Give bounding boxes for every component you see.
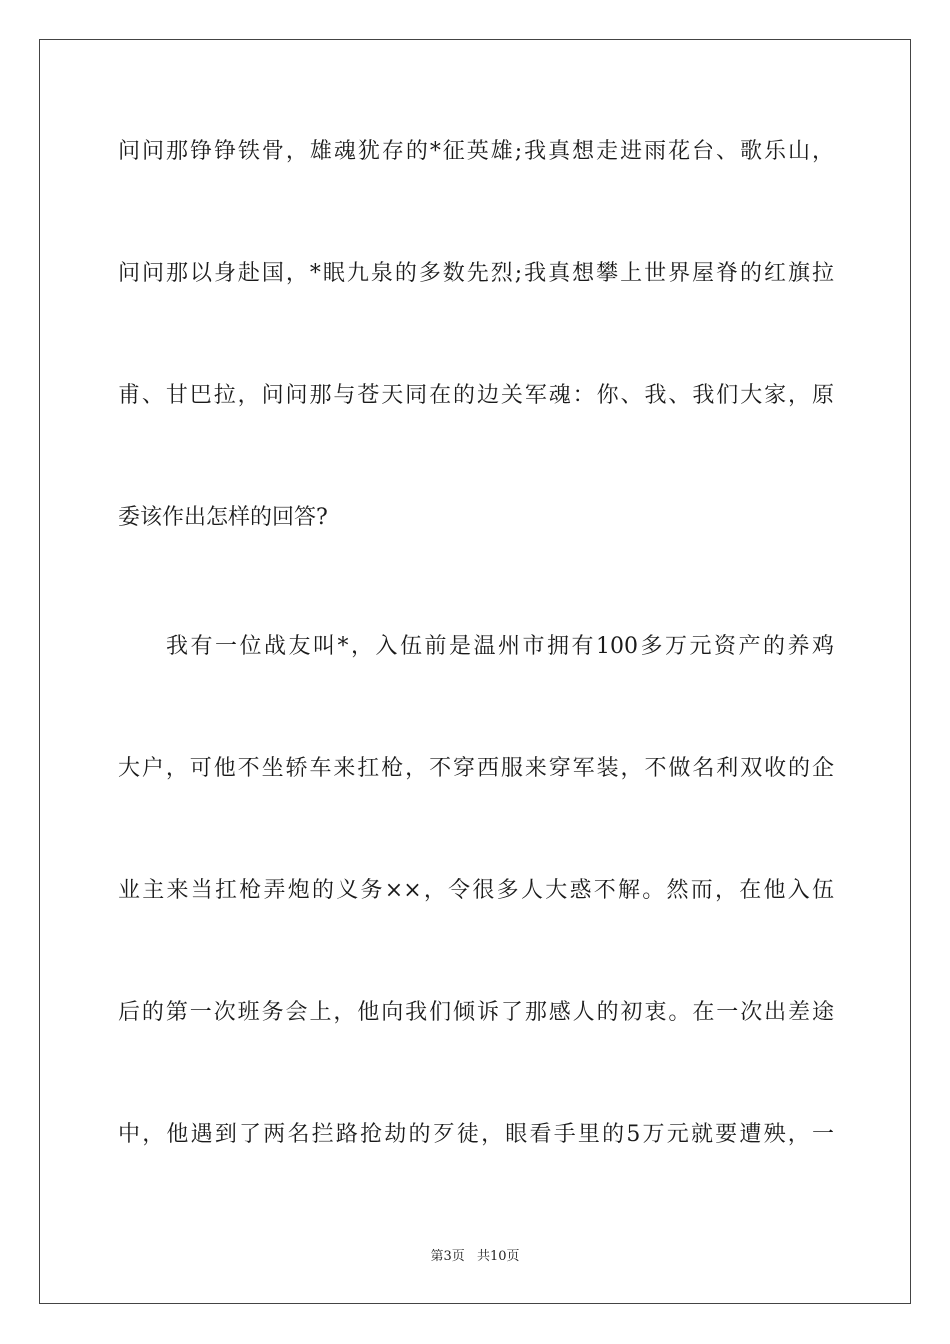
paragraph-line-9: 中，他遇到了两名拦路抢劫的歹徒，眼看手里的5万元就要遭殃，一 [118,1122,834,1147]
paragraph-line-6: 大户，可他不坐轿车来扛枪，不穿西服来穿军装，不做名利双收的企 [118,756,834,781]
paragraph-line-5: 我有一位战友叫*，入伍前是温州市拥有100多万元资产的养鸡 [166,634,834,659]
paragraph-line-7: 业主来当扛枪弄炮的义务××，令很多人大惑不解。然而，在他入伍 [118,878,834,903]
page-number: 第3页 [430,1249,465,1264]
page-total: 共10页 [476,1249,520,1264]
page-footer [0,1249,950,1265]
paragraph-line-2: 问问那以身赴国，*眠九泉的多数先烈;我真想攀上世界屋脊的红旗拉 [118,261,834,286]
paragraph-line-4: 委该作出怎样的回答? [118,505,328,530]
paragraph-line-1: 问问那铮铮铁骨，雄魂犹存的*征英雄;我真想走进雨花台、歌乐山， [118,139,834,164]
paragraph-line-8: 后的第一次班务会上，他向我们倾诉了那感人的初衷。在一次出差途 [118,1000,834,1025]
page-border [39,39,911,1304]
paragraph-line-3: 甫、甘巴拉，问问那与苍天同在的边关军魂：你、我、我们大家，原 [118,383,834,408]
